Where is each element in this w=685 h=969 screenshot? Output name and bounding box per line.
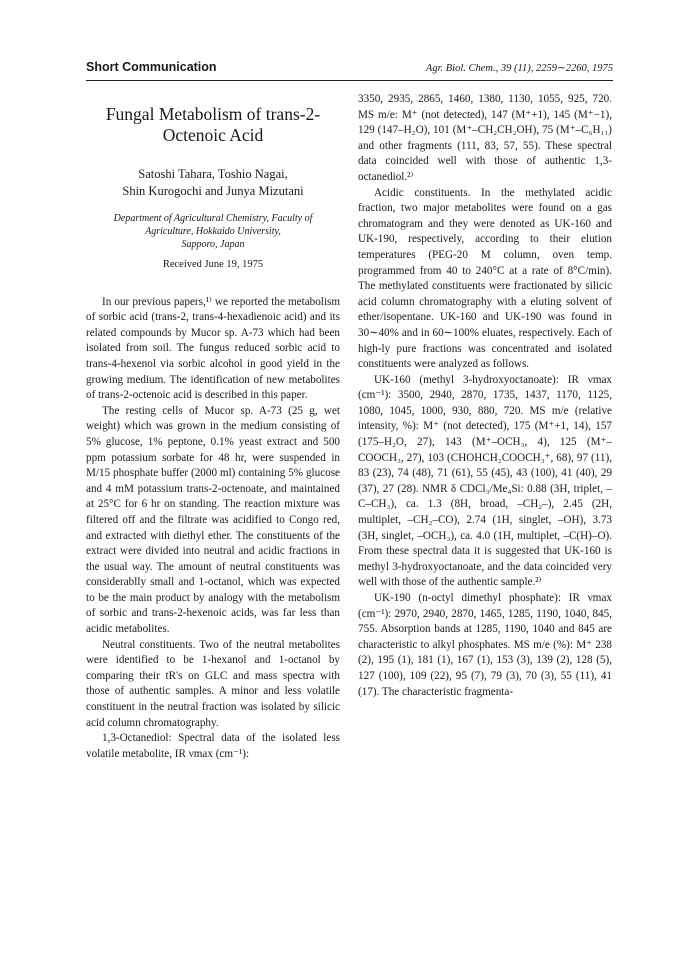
paragraph-uk190: UK-190 (n-octyl dimethyl phosphate): IR νmax (cm⁻¹): 2970, 2940, 2870, 1465, 1285, 1190, 1040, 845, 755. Absorption bands at 1285, 1190, 1040 and 845 are characteristic to alkyl phosphates. MS m/e (%): M⁺ 238 (2), 195 (1), 181 (1), 167 (1), 153 (3), 139 (2), 128 (5), 127 (100), 109 (22), 95 (7), 79 (3), 70 (3), 55 (11), 41 (17). The characteristic fragmenta- [358,592,612,698]
left-column [86,92,340,762]
paragraph-octanediol: 1,3-Octanediol: Spectral data of the isolated less volatile metabolite, IR νmax (cm⁻¹): [86,732,340,760]
title-line-2: Octenoic Acid [162,125,264,145]
paragraph-acidic-constituents: Acidic constituents. In the methylated acidic fraction, two major metabolites were found on a gas chromatogram and they were denoted as UK-160 and UK-190, respectively, according to their elution temperatures (PEG-20 M column, oven temp. programmed from 40 to 240°C at a rate of 8°C/min). The methylated constituents were fractionated by silicic acid column chromatography with a eluting solvent of ether/isopentane. UK-160 and UK-190 was found in 30∼40% and in 60∼100% eluates, respectively. Each of high-ly pure fractions was concentrated and isolated constituents were analyzed as follows. [358,186,612,371]
authors-line-2: Shin Kurogochi and Junya Mizutani [122,184,304,198]
page-header [86,60,613,81]
paragraph-uk160: UK-160 (methyl 3-hydroxyoctanoate): IR νmax (cm⁻¹): 3500, 2940, 2870, 1735, 1437, 1170, 1125, 1080, 1045, 1000, 930, 880, 720. MS m/e (relative intensity, %): M⁺ (not detected), 175 (M⁺+1, 14), 157 (175–H₂O, 27), 143 (M⁺–OCH₃, 4), 125 (M⁺–COOCH₃, 27), 103 (CHOHCH₂COOCH₃⁺, 68), 97 (11), 83 (23), 74 (48), 71 (61), 55 (45), 43 (100), 41 (40), 29 (37), 27 (28). NMR δ CDCl₃/Me₄Si: 0.88 (3H, triplet, –C–CH₃), ca. 1.3 (8H, broad, –CH₂–), 2.45 (2H, multiplet, –CH₂–CO), 2.74 (1H, singlet, –OH), 3.73 (3H, singlet, –OCH₃), ca. 4.0 (1H, multiplet, –C(H)–O). From these spectral data it is suggested that UK-160 is methyl 3-hydroxyoctanoate, and the data coincided very well with those of the authentic sample.²⁾ [358,373,612,589]
paragraph-intro: In our previous papers,¹⁾ we reported the metabolism of sorbic acid (trans-2, trans-4-hexadienoic acid) and its related compounds by Mucor sp. A-73 which had been isolated from soil. The fungus reduced sorbic acid to trans-4-hexenol via sorbic alcohol in good yield in the growing medium. The identification of new metabolites of trans-2-octenoic acid is described in this paper. [86,295,340,402]
affiliation-line-2: Agriculture, Hokkaido University, [145,226,281,237]
paragraph-methods: The resting cells of Mucor sp. A-73 (25 g, wet weight) which was grown in the medium consisting of 5% glucose, 1% peptone, 0.1% yeast extract and 500 ppm potassium sorbate for 48 hr, were suspended in M/15 phosphate buffer (2000 ml) containing 5% glucose and 4 mM potassium trans-2-octenoate, and maintained at 25°C for 6 hr on standing. The reaction mixture was filtered off and the filtrate was acidified to Congo red, and extracted with diethyl ether. The constituents of the extract were divided into neutral and acidic fractions in the usual way. The amount of neutral constituents was considerablly small and 1-octanol, which was expected to be the main product by analogy with the metabolism of sorbic and trans-2-hexenoic acids, was far less than acidic metabolites. [86,404,340,636]
authors-line-1: Satoshi Tahara, Toshio Nagai, [138,167,288,181]
article-title [86,104,340,146]
affiliation-line-1: Department of Agricultural Chemistry, Faculty of [113,213,313,224]
paragraph-octanediol-continued: 3350, 2935, 2865, 1460, 1380, 1130, 1055, 925, 720. MS m/e: M⁺ (not detected), 147 (M⁺+1), 145 (M⁺−1), 129 (147–H₂O), 101 (M⁺–CH₂CH₂OH), 75 (M⁺–C₆H₁₁) and other fragments (111, 83, 57, 55). These spectral data coincided well with those of authentic 1,3-octanediol.²⁾ [358,93,612,183]
received-date: Received June 19, 1975 [162,259,264,270]
affiliation-line-3: Sapporo, Japan [181,239,245,250]
title-line-1: Fungal Metabolism of trans-2- [105,104,321,124]
right-column [358,92,612,700]
affiliation [86,212,340,251]
paragraph-neutral-constituents: Neutral constituents. Two of the neutral metabolites were identified to be 1-hexanol and 1-octanol by comparing their tR's on GLC and mass spectra with those of authentic samples. A minor and less volatile constituent in the neutral fraction was isolated by silicic acid column chromatography. [86,638,340,729]
journal-citation: Agr. Biol. Chem., 39 (11), 2259∼2260, 1975 [425,63,613,74]
authors [86,166,340,200]
section-label: Short Communication [86,60,217,74]
